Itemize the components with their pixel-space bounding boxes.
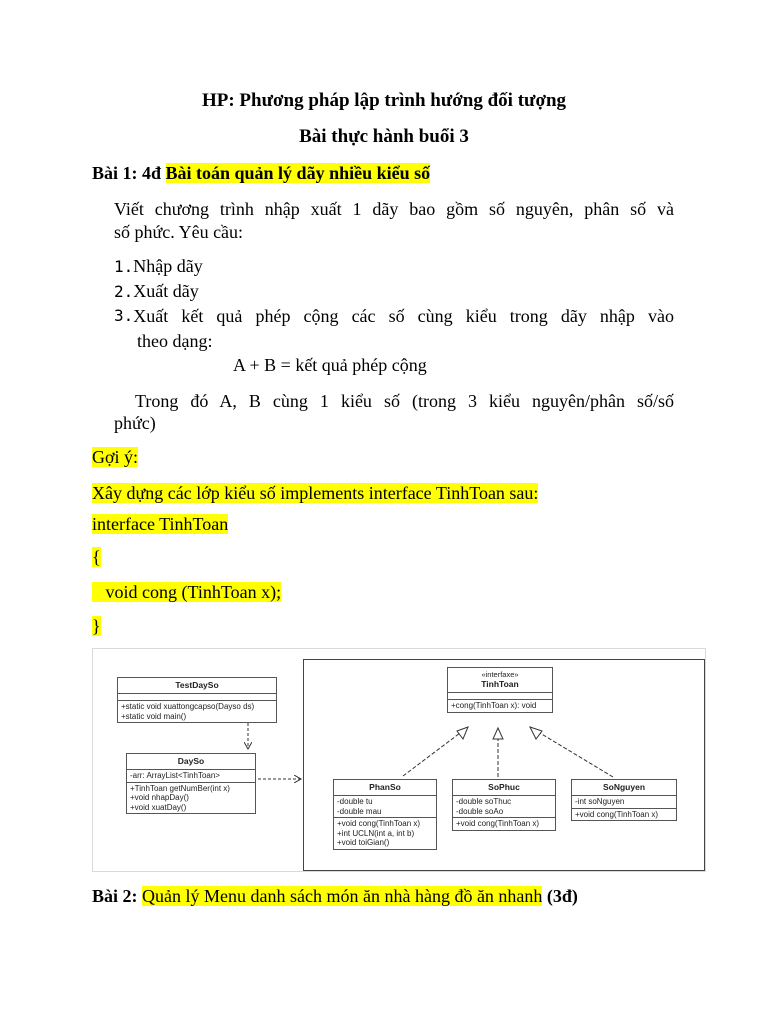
- step-3-continuation: theo dạng:: [137, 331, 213, 351]
- code-line-1: interface TinhToan: [92, 514, 229, 534]
- class-attribute: -arr: ArrayList<TinhToan>: [130, 771, 220, 780]
- class-attribute: -int soNguyen: [575, 797, 625, 806]
- class-method: +void toiGian(): [337, 838, 390, 847]
- class-attribute: -double mau: [337, 806, 382, 816]
- hint-label: Gợi ý:: [92, 447, 139, 467]
- exercise-1-heading: [92, 163, 430, 184]
- uml-diagram: [92, 648, 706, 872]
- note-line-1: Trong đó A, B cùng 1 kiểu số (trong 3 kiểu nguyên/phân số/số: [135, 391, 674, 411]
- class-sophuc: [452, 779, 556, 831]
- class-method: +int UCLN(int a, int b): [337, 828, 415, 838]
- class-method: +cong(TinhToan x): void: [451, 701, 537, 710]
- session-title: Bài thực hành buổi 3: [299, 126, 469, 147]
- step-text: Xuất kết quả phép cộng các số cùng kiểu trong dãy nhập vào: [133, 306, 674, 326]
- code-line-4: }: [92, 616, 101, 636]
- class-attribute: -double soThuc: [456, 797, 512, 806]
- code-line-2: {: [92, 547, 101, 567]
- step-1: [114, 256, 203, 277]
- class-name: SoNguyen: [572, 780, 676, 796]
- exercise-2-heading: [92, 886, 578, 907]
- step-number: 3.: [114, 306, 134, 325]
- note-line-2: phức): [114, 413, 156, 433]
- class-attribute: -double tu: [337, 797, 373, 806]
- class-method: +TinhToan getNumBer(int x): [130, 783, 230, 793]
- class-name: PhanSo: [334, 780, 436, 796]
- exercise-1-label: Bài 1: 4đ: [92, 163, 162, 183]
- class-method: +static void xuattongcapso(Dayso ds): [121, 702, 255, 711]
- interface-tinhtoan: [447, 667, 553, 713]
- class-dayso: [126, 753, 256, 814]
- step-text: Nhập dãy: [133, 256, 203, 276]
- step-text: Xuất dãy: [133, 281, 199, 301]
- step-2: [114, 281, 199, 302]
- class-name: TinhToan: [481, 679, 519, 689]
- class-method: +void cong(TinhToan x): [337, 819, 421, 828]
- class-attribute: -double soAo: [456, 806, 504, 816]
- exercise-2-label: Bài 2:: [92, 886, 138, 906]
- intro-line-1: Viết chương trình nhập xuất 1 dãy bao gồm số nguyên, phân số và: [114, 199, 674, 219]
- exercise-1-title: Bài toán quản lý dãy nhiều kiểu số: [165, 163, 431, 183]
- exercise-2-points: (3đ): [546, 886, 578, 906]
- class-phanso: [333, 779, 437, 850]
- exercise-2-title: Quản lý Menu danh sách món ăn nhà hàng đồ ăn nhanh: [142, 886, 543, 906]
- class-method: +void nhapDay(): [130, 793, 189, 802]
- class-method: +void cong(TinhToan x): [575, 809, 659, 819]
- interface-stereotype: «interfaxe»: [481, 670, 519, 679]
- code-line-3: void cong (TinhToan x);: [92, 582, 282, 602]
- intro-line-2: số phức. Yêu cầu:: [114, 222, 244, 242]
- hint-text: Xây dựng các lớp kiểu số implements interface TinhToan sau:: [92, 483, 539, 503]
- class-songuyen: [571, 779, 677, 821]
- step-number: 1.: [114, 257, 134, 276]
- class-method: +void xuatDay(): [130, 802, 187, 812]
- step-number: 2.: [114, 282, 134, 301]
- class-name: DaySo: [127, 754, 255, 770]
- class-name: TestDaySo: [118, 678, 276, 694]
- formula: A + B = kết quả phép cộng: [233, 355, 427, 375]
- course-title: HP: Phương pháp lập trình hướng đối tượng: [201, 90, 567, 111]
- class-testdayso: [117, 677, 277, 723]
- class-name: SoPhuc: [453, 780, 555, 796]
- class-method: +void cong(TinhToan x): [456, 819, 540, 828]
- step-3: [114, 306, 674, 327]
- class-method: +static void main(): [121, 711, 187, 721]
